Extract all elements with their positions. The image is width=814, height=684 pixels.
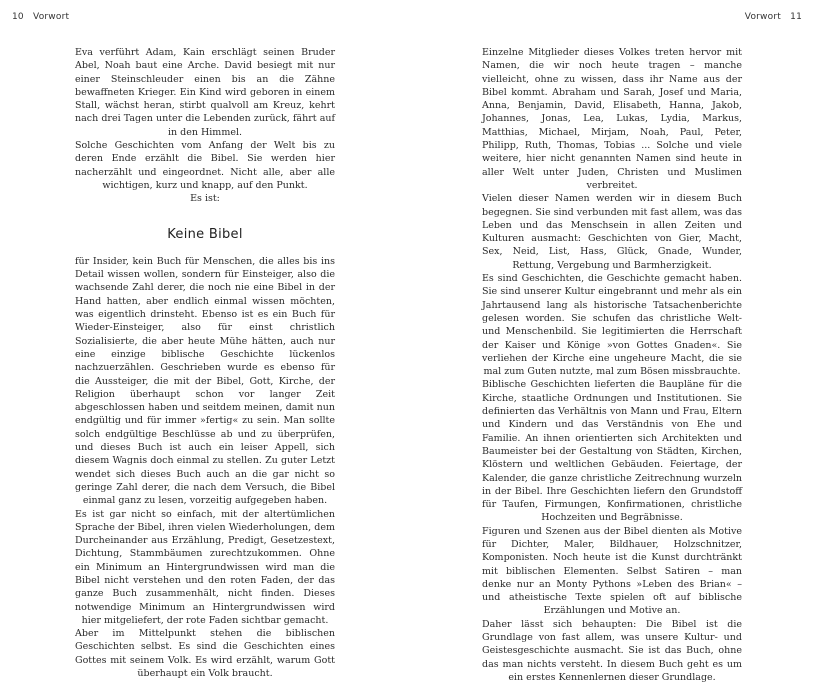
left-page-text: [75, 46, 335, 680]
paragraph: Solche Geschichten vom Anfang der Welt bis zu deren Ende erzählt die Bibel. Sie werden hier nacherzählt und eingeordnet. Nicht alle, aber alle wichtigen, kurz und knapp, auf den Punkt.: [75, 140, 335, 191]
paragraph: für Insider, kein Buch für Menschen, die alles bis ins Detail wissen wollen, sondern für Einsteiger, also die wachsende Zahl derer, die noch nie eine Bibel in der Hand hatten, aber endlich einmal wissen möchten, was eigentlich drinsteht. Ebenso ist es ein Buch für Wieder-Einsteiger, also für einst christlich Sozialisierte, die aber heute Mühe hätten, auch nur eine einzige biblische Geschichte lückenlos nachzuerzählen. Geschrieben wurde es ebenso für die Aussteiger, die mit der Bibel, Gott, Kirche, der Religion überhaupt schon vor langer Zeit abgeschlossen haben und seitdem meinen, damit nun endgültig und für immer »fertig« zu sein. Man sollte solch endgültige Beschlüsse ab und zu überprüfen, und dieses Buch ist auch ein leiser Appell, sich diesem Wagnis doch einmal zu stellen. Zu guter Letzt wendet sich dieses Buch auch an die gar nicht so geringe Zahl derer, die nach dem Versuch, die Bibel einmal ganz zu lesen, vorzeitig aufgegeben haben.: [75, 255, 335, 507]
right-page-header: [745, 12, 802, 22]
right-page-text: [482, 46, 742, 684]
right-page-number: 11: [790, 12, 802, 22]
paragraph: Einzelne Mitglieder dieses Volkes treten hervor mit Namen, die wir noch heute tragen – manche vielleicht, ohne zu wissen, dass ihr Name aus der Bibel kommt. Abraham und Sarah, Josef und Maria, Anna, Benjamin, David, Elisabeth, Hanna, Jakob, Johannes, Jonas, Lea, Lukas, Lydia, Markus, Matthias, Michael, Mirjam, Noah, Paul, Peter, Philipp, Ruth, Thomas, Tobias ... Solche und viele weitere, hier nicht genannten Namen sind heute in aller Welt unter Juden, Christen und Muslimen verbreitet.: [482, 47, 742, 191]
paragraph: Aber im Mittelpunkt stehen die biblischen Geschichten selbst. Es sind die Geschichten eines Gottes mit seinem Volk. Es wird erzählt, warum Gott überhaupt ein Volk braucht.: [75, 628, 335, 680]
right-running-title: Vorwort: [744, 12, 781, 22]
left-page-number: 10: [12, 12, 24, 22]
paragraph: Es ist gar nicht so einfach, mit der altertümlichen Sprache der Bibel, ihren vielen Wiederholungen, dem Durcheinander aus Erzählung, Predigt, Gesetzestext, Dichtung, Stammbäumen zurechtzukommen. Ohne ein Minimum an Hintergrundwissen wird man die Bibel nicht verstehen und den roten Faden, der das ganze Buch zusammenhält, nicht finden. Dieses notwendige Minimum an Hintergrundwissen wird hier mitgeliefert, der rote Faden sichtbar gemacht.: [75, 508, 335, 626]
paragraph: Eva verführt Adam, Kain erschlägt seinen Bruder Abel, Noah baut eine Arche. David besiegt mit nur einer Steinschleuder einen bis an die Zähne bewaffneten Krieger. Ein Kind wird geboren in einem Stall, wächst heran, stirbt qualvoll am Kreuz, kehrt nach drei Tagen unter die Lebenden zurück, fährt auf in den Himmel.: [75, 47, 335, 138]
paragraph: Vielen dieser Namen werden wir in diesem Buch begegnen. Sie sind verbunden mit fast allem, was das Leben und das Menschsein in allen Zeiten und Kulturen ausmacht: Geschichten von Gier, Macht, Sex, Neid, List, Hass, Glück, Gnade, Wunder, Rettung, Vergebung und Barmherzigkeit.: [482, 193, 742, 271]
left-running-title: Vorwort: [33, 12, 70, 22]
paragraph: Es sind Geschichten, die Geschichte gemacht haben. Sie sind unserer Kultur eingebrannt und mehr als ein Jahrtausend lang als historische Tatsachenberichte gelesen worden. Sie schufen das christliche Welt- und Menschenbild. Sie legitimierten die Herrschaft der Kaiser und Könige »von Gottes Gnaden«. Sie verliehen der Kirche eine ungeheure Macht, die sie mal zum Guten nutzte, mal zum Bösen missbrauchte.: [482, 273, 742, 378]
left-page-header: [12, 12, 69, 22]
paragraph: Figuren und Szenen aus der Bibel dienten als Motive für Dichter, Maler, Bildhauer, Holzschnitzer, Komponisten. Noch heute ist die Kunst durchtränkt mit biblischen Elementen. Selbst Satiren – man denke nur an Monty Pythons »Leben des Brian« – und atheistische Texte spielen oft auf biblische Erzählungen und Motive an.: [482, 525, 742, 617]
section-heading: Keine Bibel: [167, 226, 243, 242]
paragraph: Daher lässt sich behaupten: Die Bibel ist die Grundlage von fast allem, was unsere Kultur- und Geistesgeschichte ausmacht. Sie ist das Buch, ohne das man nichts versteht. In diesem Buch geht es um ein erstes Kennenlernen dieser Grundlage.: [482, 618, 742, 683]
es-ist-line: Es ist:: [190, 193, 220, 205]
paragraph: Biblische Geschichten lieferten die Baupläne für die Kirche, staatliche Ordnungen und Institutionen. Sie definierten das Verhältnis von Mann und Frau, Eltern und Kindern und das Verständnis von Ehe und Familie. An ihnen orientierten sich Architekten und Baumeister bei der Gestaltung von Städten, Kirchen, Klöstern und weltlichen Gebäuden. Feiertage, der Kalender, die ganze christliche Zeitrechnung wurzeln in der Bibel. Ihre Geschichten liefern den Grundstoff für Taufen, Firmungen, Konfirmationen, christliche Hochzeiten und Begräbnisse.: [482, 379, 742, 524]
